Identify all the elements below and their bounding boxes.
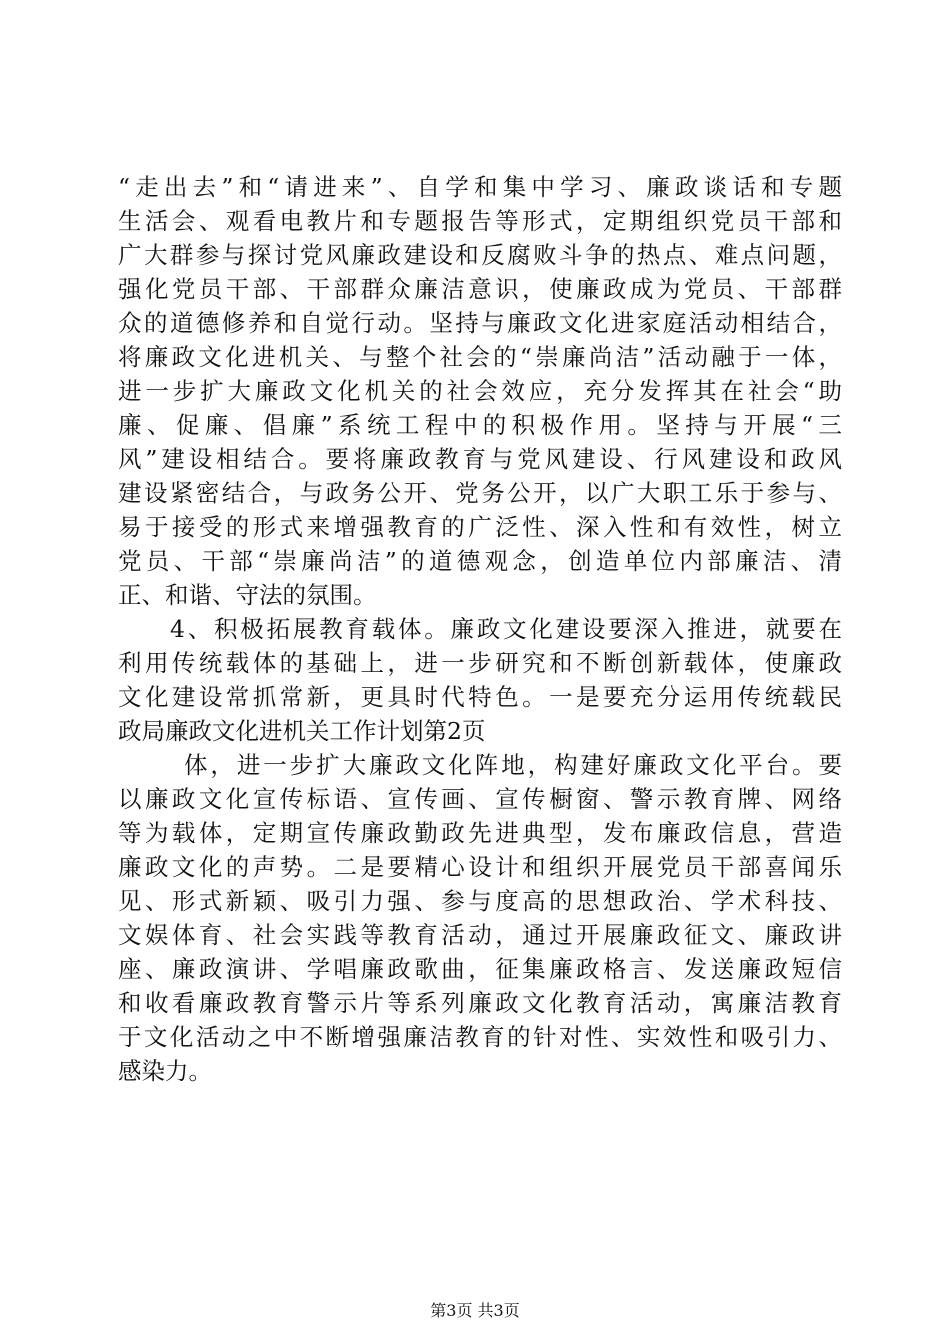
text-line: 众的道德修养和自觉行动。坚持与廉政文化进家庭活动相结合， — [118, 309, 842, 337]
text-line: 于文化活动之中不断增强廉洁教育的针对性、实效性和吸引力、 — [118, 1023, 842, 1051]
text-line: 将廉政文化进机关、与整个社会的“崇廉尚洁”活动融于一体， — [118, 343, 842, 371]
text-line: 利用传统载体的基础上，进一步研究和不断创新载体，使廉政 — [118, 649, 842, 677]
text-line: “走出去”和“请进来”、自学和集中学习、廉政谈话和专题 — [118, 173, 842, 201]
text-line: 广大群参与探讨党风廉政建设和反腐败斗争的热点、难点问题， — [118, 241, 842, 269]
text-line: 生活会、观看电教片和专题报告等形式，定期组织党员干部和 — [118, 207, 842, 235]
text-line: 廉、促廉、倡廉”系统工程中的积极作用。坚持与开展“三 — [118, 411, 842, 439]
text-line: 文娱体育、社会实践等教育活动，通过开展廉政征文、廉政讲 — [118, 921, 842, 949]
text-line: 政局廉政文化进机关工作计划第2页 — [118, 717, 486, 745]
text-line: 座、廉政演讲、学唱廉政歌曲，征集廉政格言、发送廉政短信 — [118, 955, 842, 983]
body-text — [118, 170, 842, 1088]
text-line: 体，进一步扩大廉政文化阵地，构建好廉政文化平台。要 — [184, 751, 842, 779]
text-line: 以廉政文化宣传标语、宣传画、宣传橱窗、警示教育牌、网络 — [118, 785, 842, 813]
text-line: 和收看廉政教育警示片等系列廉政文化教育活动，寓廉洁教育 — [118, 989, 842, 1017]
text-line: 4、积极拓展教育载体。廉政文化建设要深入推进，就要在 — [170, 615, 842, 643]
text-line: 见、形式新颖、吸引力强、参与度高的思想政治、学术科技、 — [118, 887, 842, 915]
text-line: 感染力。 — [118, 1057, 212, 1085]
text-line: 等为载体，定期宣传廉政勤政先进典型，发布廉政信息，营造 — [118, 819, 842, 847]
text-line: 廉政文化的声势。二是要精心设计和组织开展党员干部喜闻乐 — [118, 853, 842, 881]
text-line: 风”建设相结合。要将廉政教育与党风建设、行风建设和政风 — [118, 445, 842, 473]
text-line: 党员、干部“崇廉尚洁”的道德观念，创造单位内部廉洁、清 — [118, 547, 842, 575]
page-footer: 第3页 共3页 — [430, 1301, 520, 1320]
text-line: 进一步扩大廉政文化机关的社会效应，充分发挥其在社会“助 — [118, 377, 842, 405]
text-line: 建设紧密结合，与政务公开、党务公开，以广大职工乐于参与、 — [118, 479, 842, 507]
text-line: 文化建设常抓常新，更具时代特色。一是要充分运用传统载民 — [118, 683, 842, 711]
text-line: 易于接受的形式来增强教育的广泛性、深入性和有效性，树立 — [118, 513, 842, 541]
text-line: 正、和谐、守法的氛围。 — [118, 581, 377, 609]
text-line: 强化党员干部、干部群众廉洁意识，使廉政成为党员、干部群 — [118, 275, 842, 303]
